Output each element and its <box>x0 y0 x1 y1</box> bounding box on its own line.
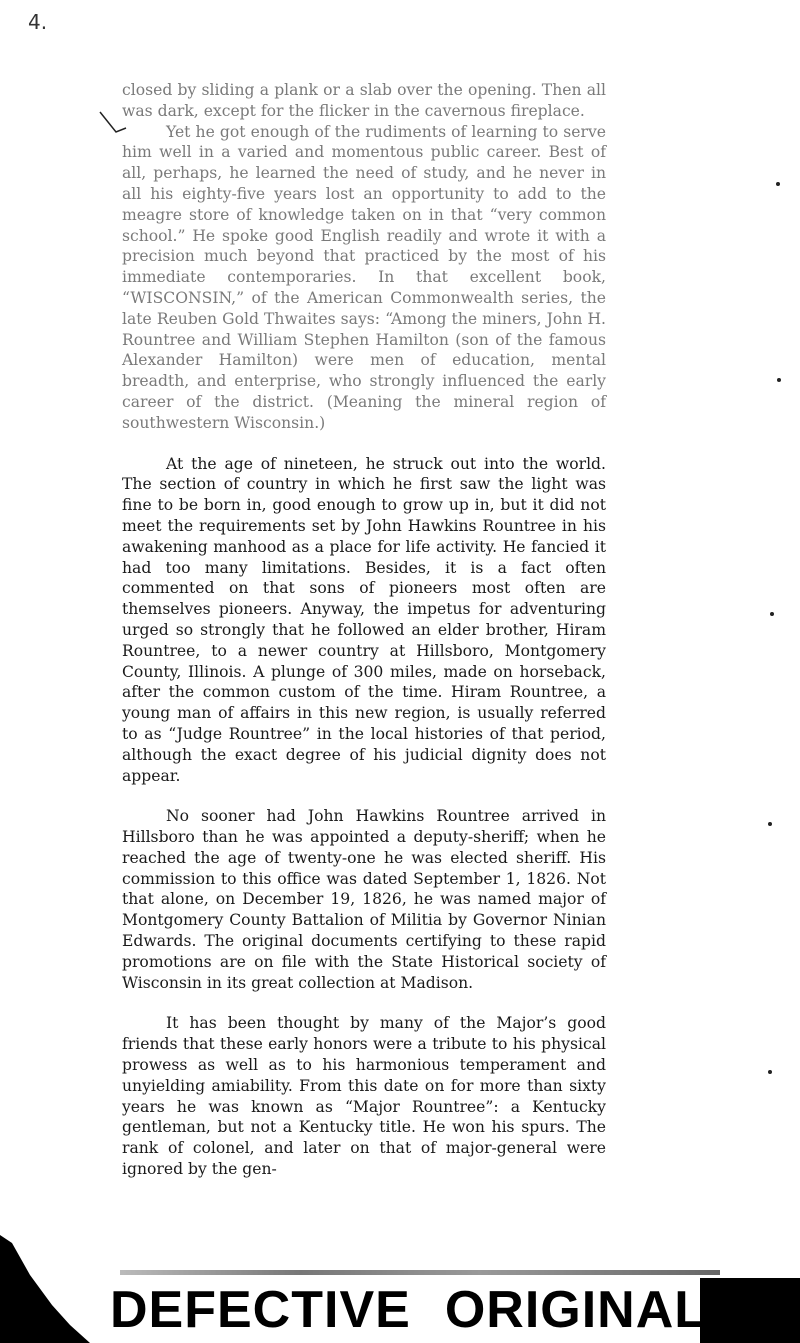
article-column <box>122 80 606 1180</box>
stamp-word-defective: DEFECTIVE <box>110 1281 411 1339</box>
paragraph-4: No sooner had John Hawkins Rountree arrived in Hillsboro than he was appointed a deputy-sheriff; when he reached the age of twenty-one he was elected sheriff. His commission to this office was dated September 1, 1826. Not that alone, on December 19, 1826, he was named major of Montgomery County Battalion of Militia by Governor Ninian Edwards. The original documents certifying to these rapid promotions are on file with the State Historical society of Wisconsin in its great collection at Madison. <box>122 807 606 992</box>
margin-speck <box>776 182 780 186</box>
stamp-word-original: ORIGINAL <box>444 1281 708 1339</box>
paragraph-2: Yet he got enough of the rudiments of learning to serve him well in a varied and momentous public career. Best of all, perhaps, he learned the need of study, and he never in all his eighty-five years lost an opportunity to add to the meagre store of knowledge taken on in that “very common school.” He spoke good English readily and wrote it with a precision much beyond that practiced by the most of his immediate contemporaries. In that excellent book, “WISCONSIN,” of the American Commonwealth series, the late Reuben Gold Thwaites says: “Among the miners, John H. Rountree and William Stephen Hamilton (son of the famous Alexander Hamilton) were men of education, mental breadth, and enterprise, who strongly influenced the early career of the district. (Meaning the mineral region of southwestern Wisconsin.) <box>122 122 606 432</box>
paragraph-1: closed by sliding a plank or a slab over the opening. Then all was dark, except for the flicker in the cavernous fireplace. <box>122 81 606 120</box>
margin-speck <box>777 378 781 382</box>
margin-speck <box>768 822 772 826</box>
page-number: 4. <box>28 10 48 34</box>
paragraph-5: It has been thought by many of the Major’s good friends that these early honors were a tribute to his physical prowess as well as to his harmonious temperament and unyielding amiability. From this date on for more than sixty years he was known as “Major Rountree”: a Kentucky gentleman, but not a Kentucky title. He won his spurs. The rank of colonel, and later on that of major-general were ignored by the gen- <box>122 1014 606 1179</box>
paragraph-3: At the age of nineteen, he struck out into the world. The section of country in which he first saw the light was fine to be born in, good enough to grow up in, but it did not meet the requirements set by John Hawkins Rountree in his awakening manhood as a place for life activity. He fancied it had too many limitations. Besides, it is a fact often commented on that sons of pioneers most often are themselves pioneers. Anyway, the impetus for adventuring urged so strongly that he followed an elder brother, Hiram Rountree, to a newer country at Hillsboro, Montgomery County, Illinois. A plunge of 300 miles, made on horseback, after the common custom of the time. Hiram Rountree, a young man of affairs in this new region, is usually referred to as “Judge Rountree” in the local histories of that period, although the exact degree of his judicial dignity does not appear. <box>122 454 606 785</box>
margin-speck <box>768 1070 772 1074</box>
defective-original-stamp <box>110 1280 741 1340</box>
scan-edge-rule <box>120 1270 720 1275</box>
margin-speck <box>770 612 774 616</box>
scan-corner-blot <box>0 1235 90 1343</box>
